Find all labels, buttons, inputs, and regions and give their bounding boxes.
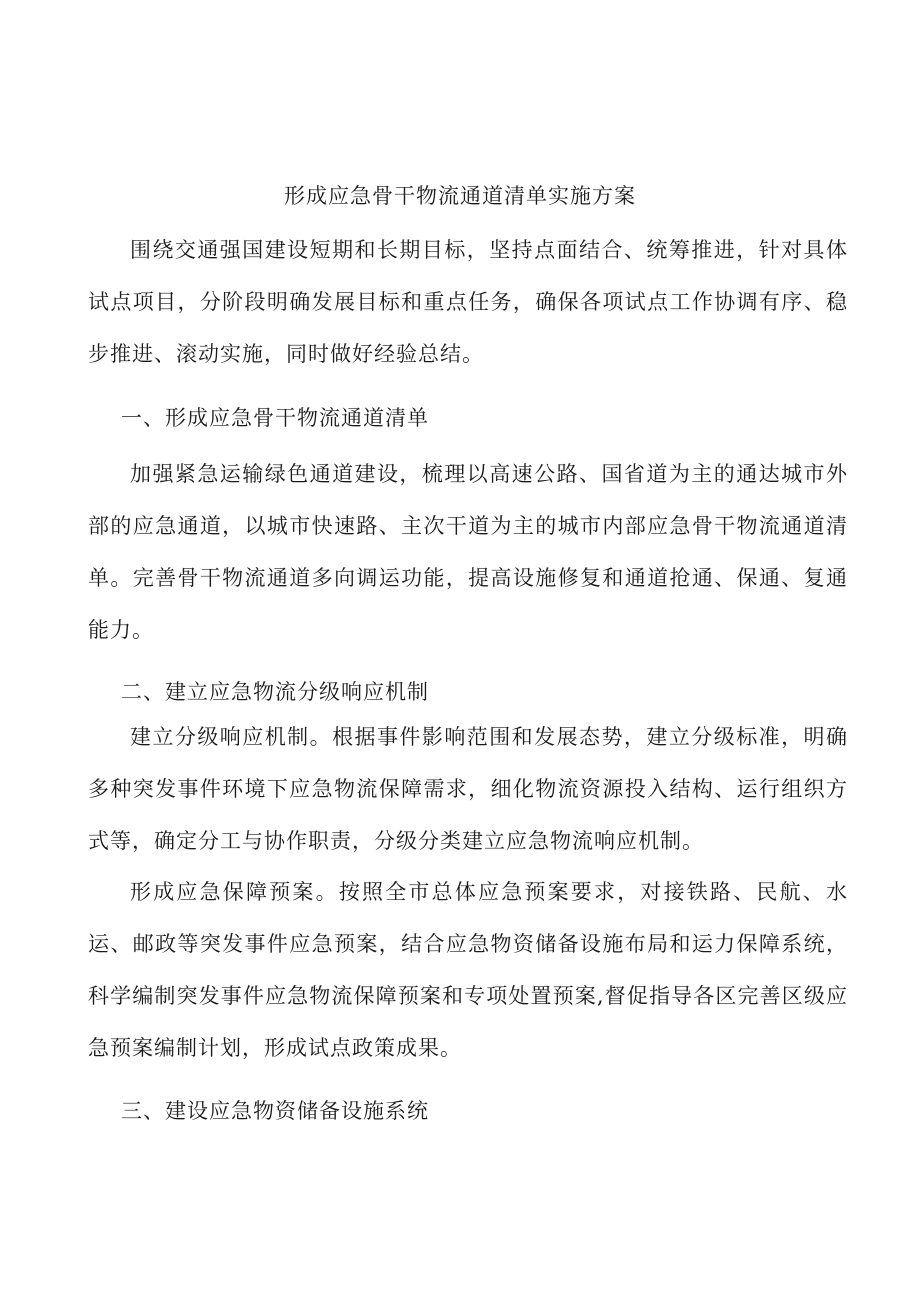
section-1-heading: 一、形成应急骨干物流通道清单 [121,406,429,430]
intro-paragraph: 围绕交通强国建设短期和长期目标，坚持点面结合、统筹推进，针对具体试点项目，分阶段明确发展目标和重点任务，确保各项试点工作协调有序、稳步推进、滚动实施，同时做好经验总结。 [88,238,848,366]
section-2-paragraph-2: 形成应急保障预案。按照全市总体应急预案要求，对接铁路、民航、水运、邮政等突发事件应急预案，结合应急物资储备设施布局和运力保障系统，科学编制突发事件应急物流保障预案和专项处置预案,督促指导各区完善区级应急预案编制计划，形成试点政策成果。 [88,880,848,1060]
section-2-paragraph-1: 建立分级响应机制。根据事件影响范围和发展态势，建立分级标准，明确多种突发事件环境下应急物流保障需求，细化物流资源投入结构、运行组织方式等，确定分工与协作职责，分级分类建立应急物流响应机制。 [88,725,848,853]
section-1-paragraph: 加强紧急运输绿色通道建设，梳理以高速公路、国省道为主的通达城市外部的应急通道，以城市快速路、主次干道为主的城市内部应急骨干物流通道清单。完善骨干物流通道多向调运功能，提高设施修复和通道抢通、保通、复通能力。 [88,462,848,642]
section-2-heading: 二、建立应急物流分级响应机制 [121,680,429,704]
section-3-heading: 三、建设应急物资储备设施系统 [121,1099,429,1123]
document-title: 形成应急骨干物流通道清单实施方案 [284,184,636,208]
